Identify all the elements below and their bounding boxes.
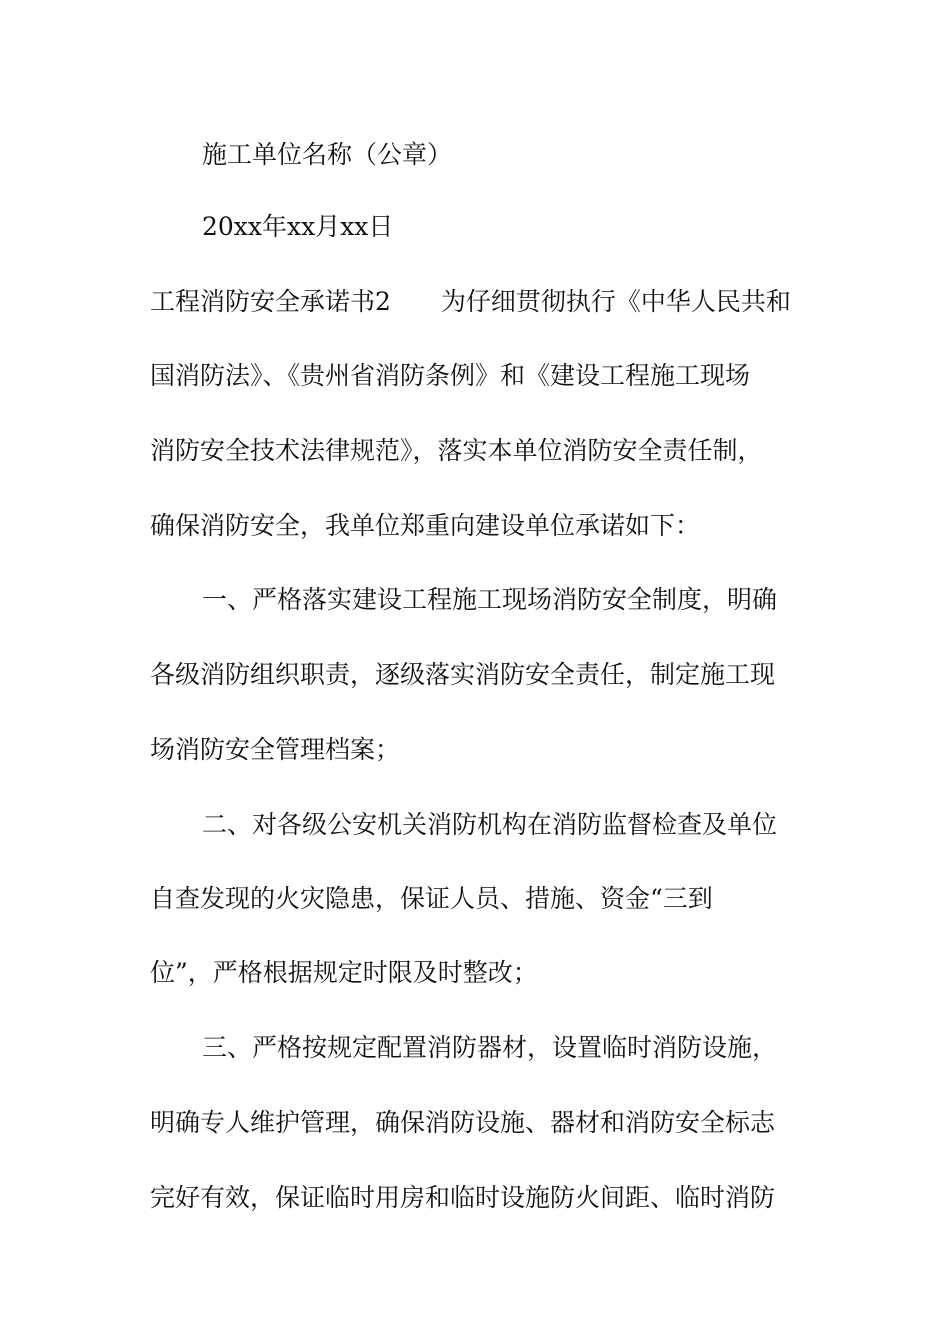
paragraph-line: 确保消防安全，我单位郑重向建设单位承诺如下： bbox=[150, 511, 701, 540]
paragraph-line: 完好有效，保证临时用房和临时设施防火间距、临时消防 bbox=[150, 1183, 776, 1212]
paragraph-line: 位”，严格根据规定时限及时整改； bbox=[150, 958, 538, 987]
paragraph-line: 各级消防组织职责，逐级落实消防安全责任，制定施工现 bbox=[150, 660, 776, 689]
paragraph-line: 场消防安全管理档案； bbox=[150, 735, 401, 764]
paragraph-line: 明确专人维护管理，确保消防设施、器材和消防安全标志 bbox=[150, 1108, 776, 1137]
signature-unit: 施工单位名称（公章） bbox=[202, 140, 453, 169]
paragraph-line: 工程消防安全承诺书2 为仔细贯彻执行《中华人民共和 bbox=[150, 287, 791, 316]
paragraph-line: 国消防法》、《贵州省消防条例》和《建设工程施工现场 bbox=[150, 361, 751, 390]
paragraph-line: 自查发现的火灾隐患，保证人员、措施、资金“三到 bbox=[150, 884, 713, 913]
paragraph-line: 一、严格落实建设工程施工现场消防安全制度，明确 bbox=[202, 585, 778, 614]
paragraph-line: 消防安全技术法律规范》，落实本单位消防安全责任制， bbox=[150, 436, 763, 465]
paragraph-line: 二、对各级公安机关消防机构在消防监督检查及单位 bbox=[202, 810, 778, 839]
paragraph-line: 三、严格按规定配置消防器材，设置临时消防设施， bbox=[202, 1033, 778, 1062]
signature-date: 20xx年xx月xx日 bbox=[202, 212, 394, 241]
